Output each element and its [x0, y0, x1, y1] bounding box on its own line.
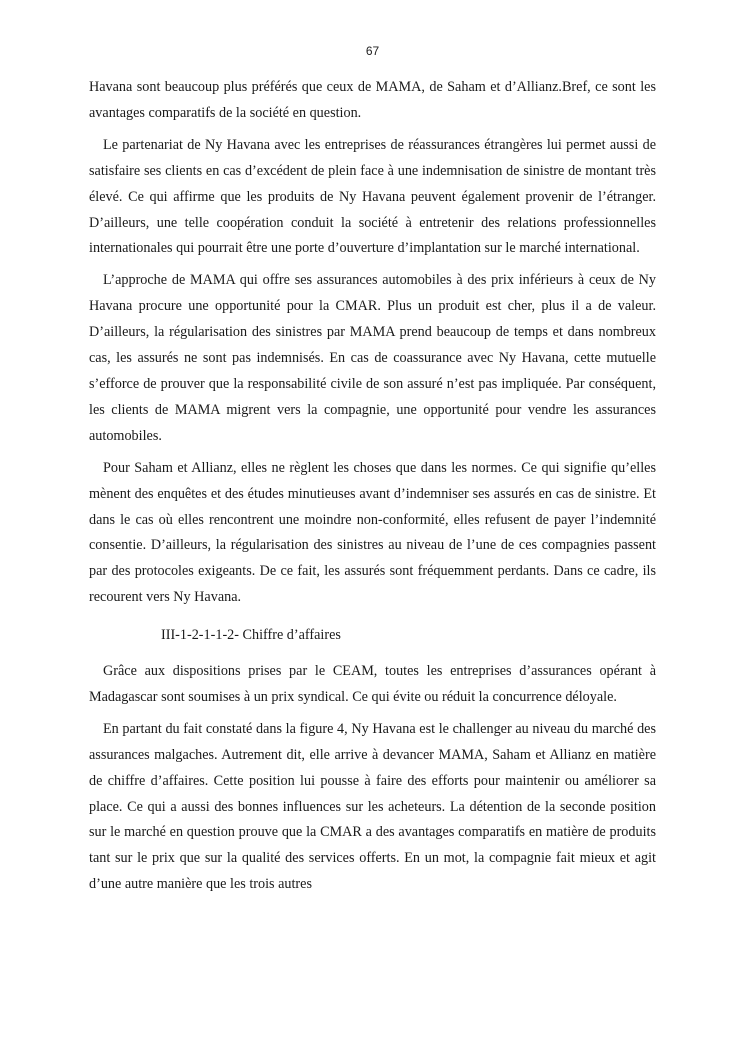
paragraph-mama-approach: L’approche de MAMA qui offre ses assurances automobiles à des prix inférieurs à ceux de Ny Havana procure une opportunité pour la CMAR. Plus un produit est cher, plus il a de valeur. D’ailleurs, la régularisation des sinistres par MAMA prend beaucoup de temps et dans nombreux cas, les assurés ne sont pas indemnisés. En cas de coassurance avec Ny Havana, cette mutuelle s’efforce de prouver que la responsabilité civile de son assuré n’est pas impliquée. Par conséquent, les clients de MAMA migrent vers la compagnie, une opportunité pour vendre les assurances automobiles. — [89, 272, 656, 444]
paragraph-challenger: En partant du fait constaté dans la figure 4, Ny Havana est le challenger au niveau du marché des assurances malgaches. Autrement dit, elle arrive à devancer MAMA, Saham et Allianz en matière de chiffre d’affaires. Cette position lui pousse à faire des efforts pour maintenir ou améliorer sa place. Ce qui a aussi des bonnes influences sur les acheteurs. La détention de la seconde position sur le marché en question prouve que la CMAR a des avantages comparatifs en matière de produits tant sur le prix que sur la qualité des services offerts. En un mot, la compagnie fait mieux et agit d’une autre manière que les trois autres — [89, 720, 656, 893]
section-heading: III-1-2-1-1-2- Chiffre d’affaires — [161, 627, 341, 644]
paragraph-saham-allianz: Pour Saham et Allianz, elles ne règlent les choses que dans les normes. Ce qui signifie qu’elles mènent des enquêtes et des études minutieuses avant d’indemniser ses assurés en cas de sinistre. Et dans le cas où elles rencontrent une moindre non-conformité, elles refusent de payer l’indemnité consentie. D’ailleurs, la régularisation des sinistres au niveau de l’une de ces compagnies passent par des protocoles exigeants. De ce fait, les assurés sont fréquemment perdants. Dans ce cadre, ils recourent vers Ny Havana. — [89, 459, 656, 606]
page-number: 67 — [365, 44, 380, 58]
paragraph-continuation: Havana sont beaucoup plus préférés que ceux de MAMA, de Saham et d’Allianz.Bref, ce sont les avantages comparatifs de la société en question. — [89, 79, 656, 121]
body-text — [89, 75, 656, 898]
paragraph-ceam: Grâce aux dispositions prises par le CEAM, toutes les entreprises d’assurances opérant à Madagascar sont soumises à un prix syndical. Ce qui évite ou réduit la concurrence déloyale. — [89, 663, 656, 705]
paragraph-partnership: Le partenariat de Ny Havana avec les entreprises de réassurances étrangères lui permet aussi de satisfaire ses clients en cas d’excédent de plein face à une indemnisation de sinistre de montant très élevé. Ce qui affirme que les produits de Ny Havana peuvent également provenir de l’étranger. D’ailleurs, une telle coopération conduit la société à entretenir des relations professionnelles internationales qui pourrait être une porte d’ouverture d’implantation sur le marché international. — [89, 136, 656, 257]
